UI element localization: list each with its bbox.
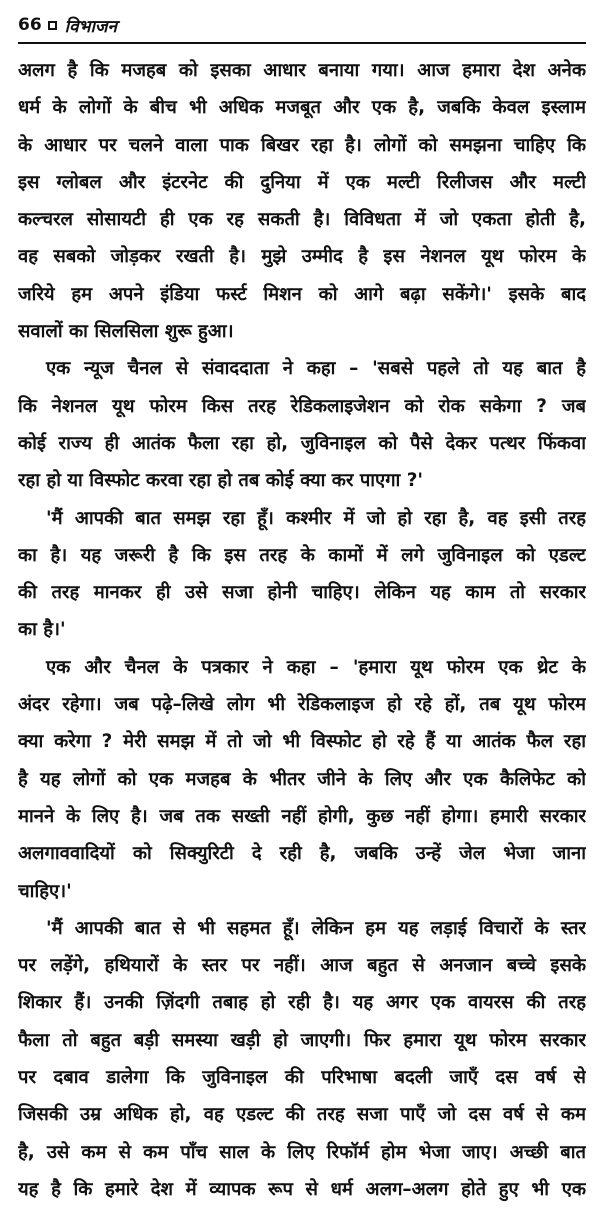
text-line: सवालों का सिलसिला शुरू हुआ। [18,321,234,343]
running-head [18,12,586,38]
text-line: एक न्यूज चैनल से संवाददाता ने कहा – 'सबसे पहले तो यह बात है [46,358,586,380]
text-line: है, उसे कम से कम पाँच साल के लिए रिफॉर्म होम भेजा जाए। अच्छी बात [18,1141,586,1163]
text-line: अलग है कि मजहब को इसका आधार बनाया गया। आज हमारा देश अनेक [18,60,586,81]
text-line: पर लड़ेंगे, हथियारों के स्तर पर नहीं। आज बहुत से अनजान बच्चे इसके [18,955,586,977]
text-line: का है। यह जरूरी है कि इस तरह के कामों में लगे जुविनाइल को एडल्ट [18,544,586,566]
text-line: मानने के लिए है। जब तक सख्ती नहीं होगी, कुछ नहीं होगा। हमारी सरकार [18,805,586,827]
text-line: कि नेशनल यूथ फोरम किस तरह रेडिकलाइजेशन को रोक सकेगा ? जब [18,395,586,417]
text-line: 'मैं आपकी बात समझ रहा हूँ। कश्मीर में जो हो रहा है, वह इसी तरह [46,507,586,529]
text-line: जरिये हम अपने इंडिया फर्स्ट मिशन को आगे बढ़ा सकेंगे।' इसके बाद [18,283,586,305]
text-line: कोई राज्य ही आतंक फैला रहा हो, जुविनाइल को पैसे देकर पत्थर फिंकवा [18,432,586,454]
page-number: 66 [18,15,42,35]
text-line: इस ग्लोबल और इंटरनेट की दुनिया में एक मल्टी रिलीजस और मल्टी [18,171,586,193]
body-text [18,52,586,1208]
text-line: धर्म के लोगों के बीच भी अधिक मजबूत और एक है, जबकि केवल इस्लाम [18,97,586,119]
text-line: कल्चरल सोसायटी ही एक रह सकती है। विविधता में जो एकता होती है, [18,209,586,231]
running-head-title: विभाजन [64,16,117,37]
text-line: चाहिए।' [18,880,72,902]
text-line: है यह लोगों को एक मजहब के भीतर जीने के लिए और एक कैलिफेट को [18,768,586,790]
text-line: शिकार हैं। उनकी ज़िंदगी तबाह हो रही है। यह अगर एक वायरस की तरह [18,992,586,1014]
header-rule [18,42,586,44]
text-line: एक और चैनल के पत्रकार ने कहा – 'हमारा यूथ फोरम एक थ्रेट के [46,656,586,678]
text-line: पर दबाव डालेगा कि जुविनाइल की परिभाषा बदली जाएँ दस वर्ष से [18,1067,586,1089]
square-separator-icon [48,21,57,30]
text-line: अंदर रहेगा। जब पढ़े–लिखे लोग भी रेडिकलाइज हो रहे हों, तब यूथ फोरम [18,694,586,716]
text-line: फैला तो बहुत बड़ी समस्या खड़ी हो जाएगी। फिर हमारा यूथ फोरम सरकार [18,1029,586,1051]
text-line: क्या करेगा ? मेरी समझ में तो जो भी विस्फोट हो रहे हैं या आतंक फैल रहा [18,731,586,753]
text-line: जिसकी उम्र अधिक हो, वह एडल्ट की तरह सजा पाएँ जो दस वर्ष से कम [18,1104,586,1126]
text-line: यह है कि हमारे देश में व्यापक रूप से धर्म अलग–अलग होते हुए भी एक [18,1178,586,1200]
text-line: की तरह मानकर ही उसे सजा होनी चाहिए। लेकिन यह काम तो सरकार [18,582,586,604]
text-line: 'मैं आपकी बात से भी सहमत हूँ। लेकिन हम यह लड़ाई विचारों के स्तर [46,917,586,939]
text-line: के आधार पर चलने वाला पाक बिखर रहा है। लोगों को समझना चाहिए कि [18,134,586,156]
text-line: रहा हो या विस्फोट करवा रहा हो तब कोई क्या कर पाएगा ?' [18,470,424,492]
text-line: का है।' [18,619,66,641]
text-line: अलगाववादियों को सिक्युरिटी दे रही है, जबकि उन्हें जेल भेजा जाना [18,843,586,865]
text-line: वह सबको जोड़कर रखती है। मुझे उम्मीद है इस नेशनल यूथ फोरम के [18,246,586,268]
